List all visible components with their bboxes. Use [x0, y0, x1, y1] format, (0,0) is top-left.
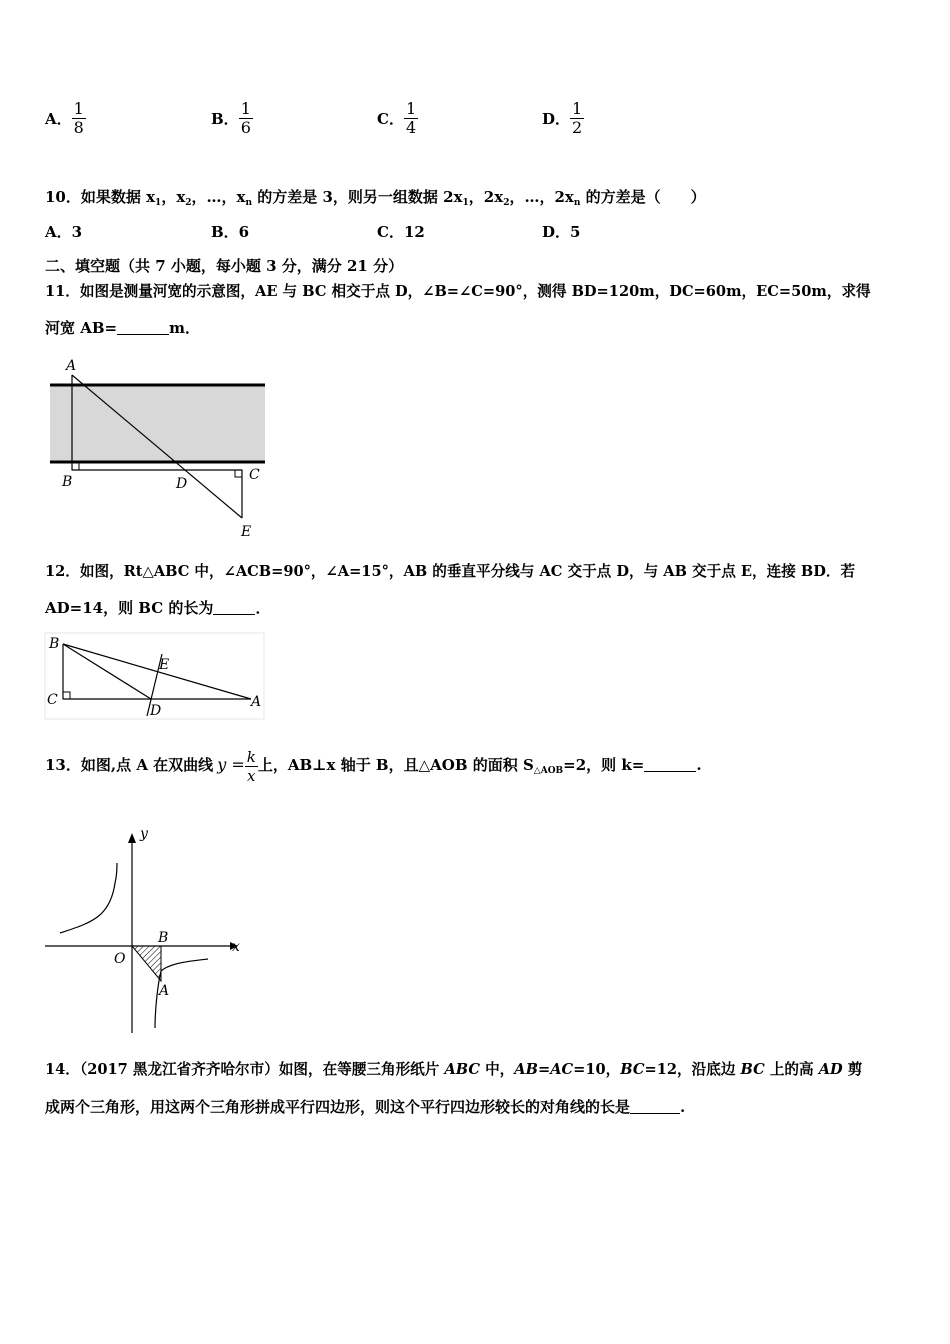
label-a: A	[66, 358, 77, 374]
q10-option-b: B．6	[211, 223, 250, 241]
q14-answer-blank[interactable]	[630, 1098, 680, 1114]
label-d: D	[176, 476, 188, 492]
label-b: B	[158, 930, 169, 946]
segment-bd	[63, 644, 151, 699]
q10-option-d: D．5	[542, 223, 581, 241]
q12-answer-blank[interactable]	[213, 599, 255, 615]
q14-stem-line2: 成两个三角形，用这两个三角形拼成平行四边形，则这个平行四边形较长的对角线的长是 .	[45, 1098, 686, 1116]
label-e: E	[159, 657, 170, 673]
label-c: C	[249, 467, 260, 483]
label-b: B	[62, 474, 73, 490]
q12-stem-line1: 12．如图，Rt△ABC 中，∠ACB=90°，∠A=15°，AB 的垂直平分线与 AC 交于点 D，与 AB 交于点 E，连接 BD．若	[45, 563, 856, 580]
hyperbola-branch-upper-left	[60, 863, 117, 933]
q10-option-a: A．3	[45, 223, 83, 241]
triangle-aob	[132, 946, 161, 981]
right-angle-c	[235, 470, 242, 477]
y-axis-arrow	[128, 833, 136, 843]
label-d: D	[150, 703, 162, 719]
label-y: y	[140, 826, 148, 842]
q11-stem-line1: 11．如图是测量河宽的示意图，AE 与 BC 相交于点 D，∠B=∠C=90°，测得 BD=120m，DC=60m，EC=50m，求得	[45, 283, 871, 300]
right-angle-c	[63, 692, 70, 699]
q9-option-a: A． $\frac{1}{8}$	[45, 99, 84, 137]
q14-stem-line1: 14．（2017 黑龙江省齐齐哈尔市）如图，在等腰三角形纸片 ABC 中，AB=AC=10，BC=12，沿底边 BC 上的高 AD 剪	[45, 1061, 863, 1078]
q12-triangle-figure	[44, 632, 266, 722]
q13-stem: 13．如图,点 A 在双曲线 y = $\frac{k}{x}$ 上，AB⊥x 轴于 B，且△AOB 的面积 $S_{\triangle AOB}=2$，则 k= .	[45, 747, 702, 785]
label-c: C	[47, 692, 58, 708]
q10-stem: 10．如果数据 $x_1$，$x_2$，…，$x_n$ 的方差是 3，则另一组数据 $2x_1$，$2x_2$，…，$2x_n$ 的方差是（ ）	[45, 188, 706, 208]
label-a: A	[159, 983, 170, 999]
q9-option-c: C． $\frac{1}{4}$	[377, 99, 417, 137]
label-b: B	[49, 636, 60, 652]
label-o: O	[114, 951, 126, 967]
section2-title: 二、填空题（共 7 小题，每小题 3 分，满分 21 分）	[45, 257, 404, 275]
q11-answer-blank[interactable]	[117, 319, 169, 335]
label-x: x	[232, 939, 240, 955]
q9-option-b: B． $\frac{1}{6}$	[211, 99, 251, 137]
q9-option-d: D． $\frac{1}{2}$	[542, 99, 583, 137]
right-angle-b	[72, 463, 79, 470]
q13-hyperbola-figure	[40, 823, 250, 1038]
q13-answer-blank[interactable]	[644, 756, 696, 772]
river-band	[50, 385, 265, 462]
q11-stem-line2: 河宽 AB= m．	[45, 319, 200, 337]
label-e: E	[241, 524, 252, 540]
q11-river-figure	[45, 355, 270, 540]
segment-ba	[63, 644, 251, 699]
q12-stem-line2: AD=14，则 BC 的长为 ．	[45, 599, 271, 617]
q10-option-c: C．12	[377, 223, 425, 241]
label-a: A	[251, 694, 262, 710]
